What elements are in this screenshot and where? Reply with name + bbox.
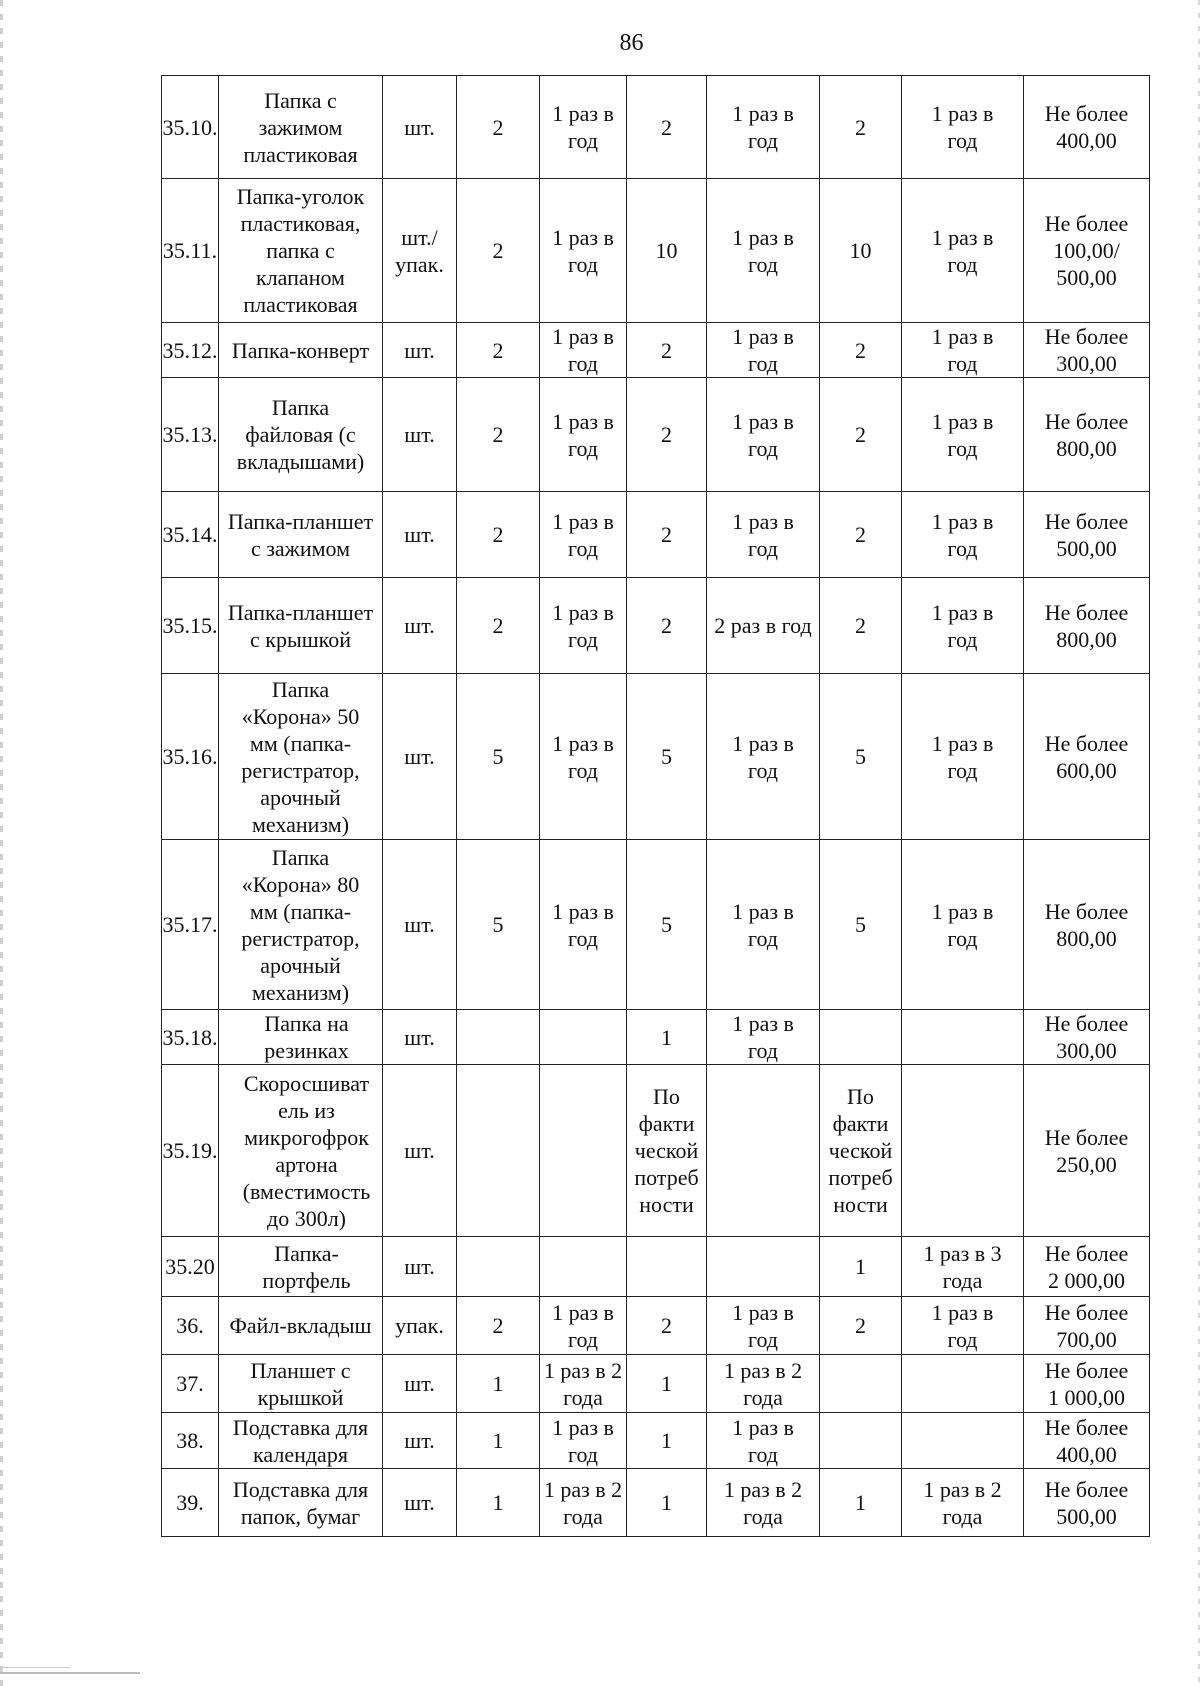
- item-number-cell: 35.15.: [162, 578, 219, 674]
- period-3-cell: 1 раз в год: [902, 1297, 1024, 1355]
- table-row: [162, 840, 1150, 1010]
- unit-cell: шт.: [383, 1413, 457, 1469]
- period-3-cell: 1 раз в 3 года: [902, 1237, 1024, 1297]
- table-row: [162, 1237, 1150, 1297]
- quantity-3-cell: 5: [820, 674, 902, 840]
- table-row: [162, 492, 1150, 578]
- unit-cell: шт.: [383, 1237, 457, 1297]
- period-3-cell: [902, 1010, 1024, 1065]
- period-2-cell: 1 раз в год: [707, 492, 820, 578]
- quantity-1-cell: 2: [457, 179, 540, 323]
- item-number-cell: 35.20: [162, 1237, 219, 1297]
- quantity-1-cell: 1: [457, 1413, 540, 1469]
- price-limit-cell: Не более 100,00/ 500,00: [1024, 179, 1150, 323]
- item-number-cell: 35.14.: [162, 492, 219, 578]
- quantity-1-cell: 5: [457, 674, 540, 840]
- quantity-2-cell: 5: [627, 840, 707, 1010]
- period-3-cell: 1 раз в год: [902, 840, 1024, 1010]
- item-name-cell: Папка файловая (с вкладышами): [219, 378, 383, 492]
- period-3-cell: 1 раз в год: [902, 578, 1024, 674]
- unit-cell: шт.: [383, 378, 457, 492]
- period-3-cell: [902, 1065, 1024, 1237]
- quantity-1-cell: 1: [457, 1469, 540, 1537]
- item-name-cell: Папка с зажимом пластиковая: [219, 76, 383, 179]
- period-2-cell: 1 раз в год: [707, 1413, 820, 1469]
- unit-cell: шт.: [383, 1010, 457, 1065]
- unit-cell: шт.: [383, 1355, 457, 1413]
- price-limit-cell: Не более 500,00: [1024, 1469, 1150, 1537]
- quantity-2-cell: 2: [627, 578, 707, 674]
- scan-mark: [0, 1667, 70, 1668]
- period-1-cell: 1 раз в год: [540, 840, 627, 1010]
- quantity-1-cell: 5: [457, 840, 540, 1010]
- period-2-cell: 1 раз в год: [707, 674, 820, 840]
- item-number-cell: 35.12.: [162, 323, 219, 378]
- price-limit-cell: Не более 400,00: [1024, 1413, 1150, 1469]
- period-2-cell: 1 раз в год: [707, 378, 820, 492]
- unit-cell: шт.: [383, 492, 457, 578]
- quantity-2-cell: [627, 1237, 707, 1297]
- period-1-cell: 1 раз в год: [540, 1297, 627, 1355]
- page-number: 86: [619, 30, 644, 56]
- period-2-cell: [707, 1237, 820, 1297]
- table-row: [162, 323, 1150, 378]
- quantity-3-cell: 1: [820, 1237, 902, 1297]
- quantity-3-cell: 2: [820, 378, 902, 492]
- item-name-cell: Скоросшиват ель из микрогофрок артона (вместимость до 300л): [219, 1065, 383, 1237]
- price-limit-cell: Не более 800,00: [1024, 578, 1150, 674]
- table-row: [162, 1010, 1150, 1065]
- item-name-cell: Папка «Корона» 50 мм (папка- регистратор, арочный механизм): [219, 674, 383, 840]
- quantity-2-cell: 2: [627, 492, 707, 578]
- quantity-3-cell: 1: [820, 1469, 902, 1537]
- price-limit-cell: Не более 800,00: [1024, 840, 1150, 1010]
- quantity-2-cell: 1: [627, 1413, 707, 1469]
- quantity-2-cell: По факти ческой потреб ности: [627, 1065, 707, 1237]
- table-row: [162, 76, 1150, 179]
- item-name-cell: Подставка для папок, бумаг: [219, 1469, 383, 1537]
- item-number-cell: 36.: [162, 1297, 219, 1355]
- quantity-1-cell: 2: [457, 378, 540, 492]
- period-1-cell: 1 раз в год: [540, 323, 627, 378]
- period-2-cell: 1 раз в 2 года: [707, 1469, 820, 1537]
- item-number-cell: 35.17.: [162, 840, 219, 1010]
- period-3-cell: 1 раз в год: [902, 179, 1024, 323]
- table-row: [162, 578, 1150, 674]
- price-limit-cell: Не более 700,00: [1024, 1297, 1150, 1355]
- quantity-2-cell: 10: [627, 179, 707, 323]
- quantity-3-cell: 2: [820, 1297, 902, 1355]
- quantity-3-cell: [820, 1010, 902, 1065]
- scan-mark: [0, 1672, 140, 1674]
- table-row: [162, 1355, 1150, 1413]
- quantity-2-cell: 2: [627, 378, 707, 492]
- quantity-2-cell: 1: [627, 1355, 707, 1413]
- price-limit-cell: Не более 600,00: [1024, 674, 1150, 840]
- period-3-cell: 1 раз в год: [902, 674, 1024, 840]
- item-name-cell: Подставка для календаря: [219, 1413, 383, 1469]
- period-2-cell: 2 раз в год: [707, 578, 820, 674]
- period-2-cell: 1 раз в 2 года: [707, 1355, 820, 1413]
- unit-cell: шт.: [383, 76, 457, 179]
- quantity-3-cell: [820, 1355, 902, 1413]
- item-number-cell: 37.: [162, 1355, 219, 1413]
- item-number-cell: 35.13.: [162, 378, 219, 492]
- item-name-cell: Папка- портфель: [219, 1237, 383, 1297]
- unit-cell: шт.: [383, 840, 457, 1010]
- quantity-1-cell: 2: [457, 76, 540, 179]
- price-limit-cell: Не более 800,00: [1024, 378, 1150, 492]
- item-number-cell: 35.11.: [162, 179, 219, 323]
- period-1-cell: 1 раз в год: [540, 674, 627, 840]
- period-1-cell: 1 раз в год: [540, 1413, 627, 1469]
- item-name-cell: Файл-вкладыш: [219, 1297, 383, 1355]
- item-name-cell: Планшет с крышкой: [219, 1355, 383, 1413]
- item-number-cell: 35.19.: [162, 1065, 219, 1237]
- item-number-cell: 35.10.: [162, 76, 219, 179]
- period-1-cell: 1 раз в 2 года: [540, 1469, 627, 1537]
- period-3-cell: 1 раз в год: [902, 323, 1024, 378]
- quantity-1-cell: 2: [457, 492, 540, 578]
- unit-cell: шт.: [383, 674, 457, 840]
- unit-cell: шт./ упак.: [383, 179, 457, 323]
- period-2-cell: 1 раз в год: [707, 1297, 820, 1355]
- item-name-cell: Папка на резинках: [219, 1010, 383, 1065]
- quantity-3-cell: 2: [820, 76, 902, 179]
- price-limit-cell: Не более 250,00: [1024, 1065, 1150, 1237]
- item-number-cell: 35.16.: [162, 674, 219, 840]
- quantity-3-cell: 10: [820, 179, 902, 323]
- quantity-3-cell: 2: [820, 578, 902, 674]
- item-name-cell: Папка-уголок пластиковая, папка с клапаном пластиковая: [219, 179, 383, 323]
- quantity-1-cell: 1: [457, 1355, 540, 1413]
- period-1-cell: 1 раз в год: [540, 76, 627, 179]
- unit-cell: шт.: [383, 1469, 457, 1537]
- price-limit-cell: Не более 500,00: [1024, 492, 1150, 578]
- period-3-cell: [902, 1355, 1024, 1413]
- quantity-3-cell: По факти ческой потреб ности: [820, 1065, 902, 1237]
- quantity-2-cell: 5: [627, 674, 707, 840]
- item-name-cell: Папка-планшет с крышкой: [219, 578, 383, 674]
- period-2-cell: [707, 1065, 820, 1237]
- quantity-1-cell: 2: [457, 323, 540, 378]
- period-1-cell: [540, 1010, 627, 1065]
- quantity-3-cell: 2: [820, 323, 902, 378]
- item-number-cell: 38.: [162, 1413, 219, 1469]
- period-2-cell: 1 раз в год: [707, 323, 820, 378]
- item-name-cell: Папка-планшет с зажимом: [219, 492, 383, 578]
- period-1-cell: [540, 1237, 627, 1297]
- table-row: [162, 378, 1150, 492]
- table-row: [162, 674, 1150, 840]
- period-1-cell: 1 раз в год: [540, 378, 627, 492]
- quantity-3-cell: 2: [820, 492, 902, 578]
- period-1-cell: 1 раз в год: [540, 492, 627, 578]
- period-3-cell: 1 раз в год: [902, 76, 1024, 179]
- quantity-2-cell: 2: [627, 1297, 707, 1355]
- period-2-cell: 1 раз в год: [707, 840, 820, 1010]
- supplies-table: [161, 75, 1150, 1537]
- period-2-cell: 1 раз в год: [707, 76, 820, 179]
- table-body: [162, 76, 1150, 1537]
- period-1-cell: [540, 1065, 627, 1237]
- period-3-cell: [902, 1413, 1024, 1469]
- period-2-cell: 1 раз в год: [707, 179, 820, 323]
- quantity-3-cell: 5: [820, 840, 902, 1010]
- period-1-cell: 1 раз в 2 года: [540, 1355, 627, 1413]
- price-limit-cell: Не более 400,00: [1024, 76, 1150, 179]
- table-row: [162, 1065, 1150, 1237]
- table-row: [162, 1297, 1150, 1355]
- item-name-cell: Папка «Корона» 80 мм (папка- регистратор, арочный механизм): [219, 840, 383, 1010]
- quantity-1-cell: 2: [457, 1297, 540, 1355]
- unit-cell: шт.: [383, 578, 457, 674]
- item-name-cell: Папка-конверт: [219, 323, 383, 378]
- item-number-cell: 39.: [162, 1469, 219, 1537]
- scan-edge-left: [0, 0, 3, 1686]
- quantity-2-cell: 1: [627, 1010, 707, 1065]
- table-row: [162, 179, 1150, 323]
- quantity-1-cell: [457, 1010, 540, 1065]
- quantity-1-cell: 2: [457, 578, 540, 674]
- period-3-cell: 1 раз в год: [902, 492, 1024, 578]
- period-3-cell: 1 раз в год: [902, 378, 1024, 492]
- quantity-2-cell: 2: [627, 76, 707, 179]
- period-1-cell: 1 раз в год: [540, 578, 627, 674]
- period-3-cell: 1 раз в 2 года: [902, 1469, 1024, 1537]
- quantity-3-cell: [820, 1413, 902, 1469]
- quantity-1-cell: [457, 1065, 540, 1237]
- period-1-cell: 1 раз в год: [540, 179, 627, 323]
- price-limit-cell: Не более 300,00: [1024, 323, 1150, 378]
- unit-cell: шт.: [383, 323, 457, 378]
- unit-cell: шт.: [383, 1065, 457, 1237]
- table-row: [162, 1413, 1150, 1469]
- unit-cell: упак.: [383, 1297, 457, 1355]
- price-limit-cell: Не более 2 000,00: [1024, 1237, 1150, 1297]
- quantity-2-cell: 2: [627, 323, 707, 378]
- price-limit-cell: Не более 1 000,00: [1024, 1355, 1150, 1413]
- table-row: [162, 1469, 1150, 1537]
- period-2-cell: 1 раз в год: [707, 1010, 820, 1065]
- item-number-cell: 35.18.: [162, 1010, 219, 1065]
- price-limit-cell: Не более 300,00: [1024, 1010, 1150, 1065]
- quantity-1-cell: [457, 1237, 540, 1297]
- quantity-2-cell: 1: [627, 1469, 707, 1537]
